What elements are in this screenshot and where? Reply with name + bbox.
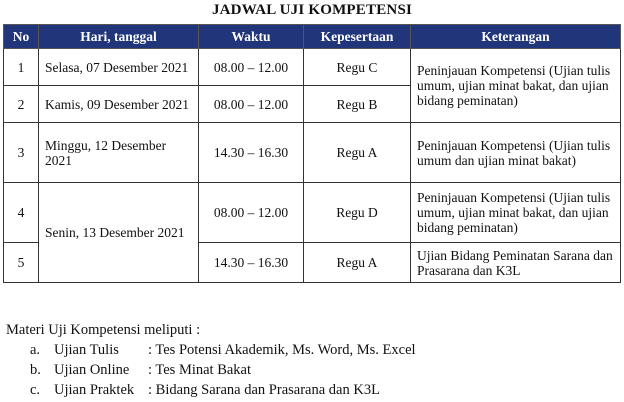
row-date: Kamis, 09 Desember 2021: [39, 86, 199, 123]
row-group: Regu C: [304, 49, 411, 86]
row-time: 14.30 – 16.30: [199, 123, 304, 183]
header-no: No: [4, 25, 39, 49]
table-row: [4, 123, 621, 183]
row-group: Regu B: [304, 86, 411, 123]
page-title: JADWAL UJI KOMPETENSI: [211, 2, 413, 18]
row-time: 08.00 – 12.00: [199, 183, 304, 243]
row-no: 3: [4, 123, 39, 183]
table-row: [4, 183, 621, 243]
item-letter: b.: [30, 362, 41, 378]
list-item: [30, 360, 416, 380]
row-no: 1: [4, 49, 39, 86]
row-group: Regu D: [304, 183, 411, 243]
materials-notes: [6, 320, 416, 400]
row-date: Selasa, 07 Desember 2021: [39, 49, 199, 86]
row-group: Regu A: [304, 243, 411, 283]
list-item: [30, 380, 416, 400]
row-date: Senin, 13 Desember 2021: [39, 183, 199, 283]
item-desc: : Tes Minat Bakat: [148, 362, 252, 378]
item-desc: : Bidang Sarana dan Prasarana dan K3L: [148, 382, 380, 398]
item-letter: a.: [30, 342, 41, 358]
row-time: 08.00 – 12.00: [199, 49, 304, 86]
notes-intro: Materi Uji Kompetensi meliputi :: [6, 322, 201, 338]
row-no: 5: [4, 243, 39, 283]
row-note: Peninjauan Kompetensi (Ujian tulis umum, ujian minat bakat, dan ujian bidang peminatan): [411, 49, 621, 123]
row-note: Peninjauan Kompetensi (Ujian tulis umum, ujian minat bakat, dan ujian bidang peminatan): [411, 183, 621, 243]
item-name: Ujian Online: [54, 362, 130, 378]
item-name: Ujian Tulis: [54, 342, 119, 358]
row-no: 2: [4, 86, 39, 123]
header-participants: Kepesertaan: [304, 25, 411, 49]
list-item: [30, 340, 416, 360]
row-date: Minggu, 12 Desember 2021: [39, 123, 199, 183]
table-row: [4, 49, 621, 86]
materials-list: [30, 340, 416, 400]
row-time: 14.30 – 16.30: [199, 243, 304, 283]
row-note: Peninjauan Kompetensi (Ujian tulis umum dan ujian minat bakat): [411, 123, 621, 183]
header-date: Hari, tanggal: [39, 25, 199, 49]
header-notes: Keterangan: [411, 25, 621, 49]
row-group: Regu A: [304, 123, 411, 183]
item-name: Ujian Praktek: [54, 382, 135, 398]
schedule-table: [3, 24, 621, 283]
row-note: Ujian Bidang Peminatan Sarana dan Prasarana dan K3L: [411, 243, 621, 283]
table-header-row: [4, 25, 621, 49]
item-desc: : Tes Potensi Akademik, Ms. Word, Ms. Excel: [148, 342, 416, 358]
row-no: 4: [4, 183, 39, 243]
header-time: Waktu: [199, 25, 304, 49]
row-time: 08.00 – 12.00: [199, 86, 304, 123]
item-letter: c.: [30, 382, 41, 398]
